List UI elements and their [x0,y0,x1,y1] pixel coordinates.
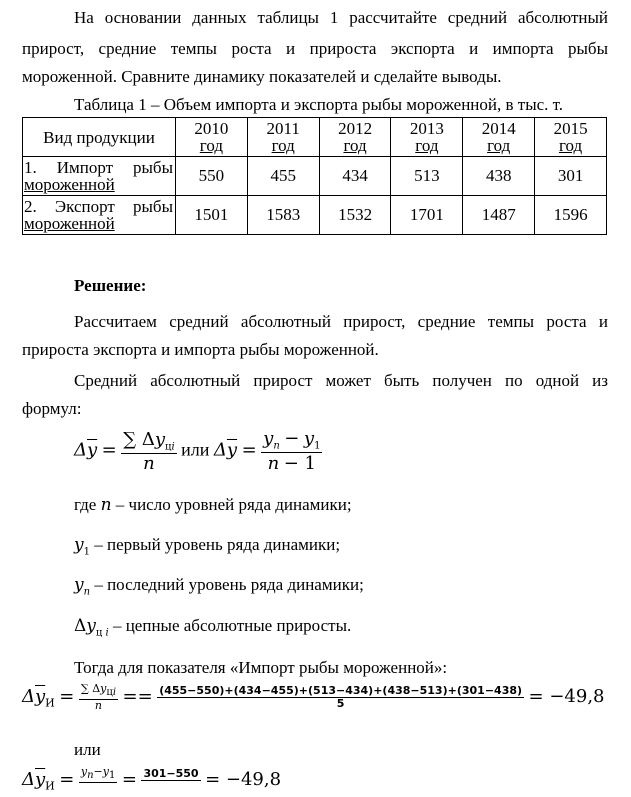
calc-result: = −49,8 [528,685,605,707]
calc-import-2: $\Delta\overline{y}_И$ = $y_n-y_1$ = 301−550 = −49,8 [22,765,282,793]
or-line: или [74,740,101,759]
table-cell: 1487 [463,196,535,235]
table-cell: 1596 [535,196,607,235]
calc2-numerator: 301−550 [143,766,199,780]
header-year-2011: 2011 год [247,118,319,157]
table-cell: 1532 [319,196,391,235]
def-dy: $\Delta y_ц$ $_i$ – цепные абсолютные приросты. [74,616,352,639]
solution-heading: Решение: [74,276,147,295]
table-cell: 1701 [391,196,463,235]
header-year-2012: 2012 год [319,118,391,157]
solution-p2-line2: формул: [22,399,82,418]
row-name-import: 1. Импорт рыбы мороженной [23,157,176,196]
header-product: Вид продукции [23,118,176,157]
header-year-2015: 2015 год [535,118,607,157]
table-cell: 513 [391,157,463,196]
table-cell: 438 [463,157,535,196]
header-year-2010: 2010 год [176,118,248,157]
task-line-3: мороженной. Сравните динамику показателей и сделайте выводы. [22,67,502,86]
table-cell: 301 [535,157,607,196]
solution-p1-line2: прироста экспорта и импорта рыбы мороженной. [22,340,379,359]
task-line-1: На основании данных таблицы 1 рассчитайте средний абсолютный [74,8,608,27]
formula-or: или [181,439,210,460]
formula-mean-increment: $\Delta\overline{y}$ = $\frac{\sum \Delta y_{цi}}{n}$ или $\Delta\overline{y}$ = $\frac{y_n - y_1}{n - 1}$ [74,428,321,475]
calc-denominator: 5 [336,697,345,711]
def-yn: $y_n$ – последний уровень ряда динамики; [74,575,364,598]
calc-numerator: (455−550)+(434−455)+(513−434)+(438−513)+(301−438) [159,683,523,697]
table-row [23,196,607,235]
table-header-row [23,118,607,157]
solution-p1-line1: Рассчитаем средний абсолютный прирост, средние темпы роста и [74,312,608,331]
calc-import: $\Delta\overline{y}_И$ = $\frac{\sum \Delta y_{цi}}{n}$ == $\frac{(455-550)+(434-455)+(513-434)+(438-513)+(301-438)}{5}$ = −49,8 [22,682,605,712]
solution-p2-line1: Средний абсолютный прирост может быть получен по одной из [74,371,608,390]
table-cell: 1583 [247,196,319,235]
table-caption: Таблица 1 – Объем импорта и экспорта рыбы мороженной, в тыс. т. [74,95,564,114]
task-line-2: прирост, средние темпы роста и прироста экспорта и импорта рыбы [22,39,608,58]
header-year-2014: 2014 год [463,118,535,157]
table-cell: 434 [319,157,391,196]
row-name-export: 2. Экспорт рыбы мороженной [23,196,176,235]
def-n: где n – число уровней ряда динамики; [74,495,352,515]
table-cell: 550 [176,157,248,196]
def-y1: $y_1$ – первый уровень ряда динамики; [74,535,341,558]
data-table [22,117,607,235]
table-cell: 1501 [176,196,248,235]
calc2-result: = −49,8 [205,768,282,790]
table-cell: 455 [247,157,319,196]
header-year-2013: 2013 год [391,118,463,157]
then-line: Тогда для показателя «Импорт рыбы мороженной»: [74,658,448,677]
table-row [23,157,607,196]
